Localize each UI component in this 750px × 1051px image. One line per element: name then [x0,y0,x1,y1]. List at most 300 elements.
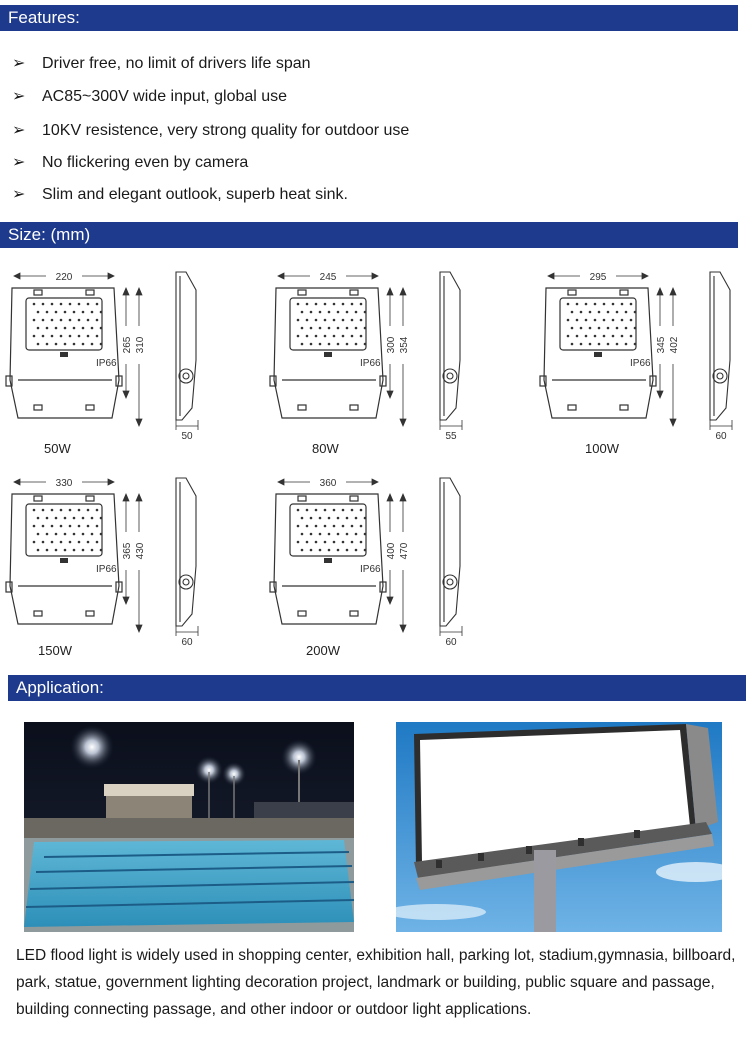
led-dot [589,311,592,314]
height-value: 400 [386,542,397,560]
led-dot [301,343,304,346]
led-dot [355,343,358,346]
led-dot [87,303,90,306]
led-dot [37,327,40,330]
led-dot [55,517,58,520]
arrowhead-icon [108,479,114,485]
height-dimension [387,288,406,426]
led-dot [51,541,54,544]
bracket-pivot-icon [183,579,189,585]
arrowhead-icon [400,288,406,295]
side-profile [710,272,730,420]
width-value: 220 [55,272,73,283]
dimension-drawing [4,474,244,648]
led-dot [100,311,103,314]
led-dot [51,303,54,306]
led-dot [319,517,322,520]
led-dot [96,303,99,306]
led-dot [91,533,94,536]
arrowhead-icon [123,288,129,295]
depth-dimension [710,420,732,430]
led-dot [69,303,72,306]
led-dot [337,327,340,330]
arrowhead-icon [136,625,142,632]
led-dot [351,541,354,544]
led-dot [315,335,318,338]
clip-icon [350,496,358,501]
lens-center-icon [324,558,332,563]
led-dot [342,541,345,544]
height-value: 430 [135,542,146,560]
led-dot [364,517,367,520]
led-dot [333,319,336,322]
led-dot [360,541,363,544]
led-dot [567,319,570,322]
led-dot [607,343,610,346]
led-dot [576,303,579,306]
led-dot [567,335,570,338]
led-dot [306,303,309,306]
led-dot [603,303,606,306]
led-dot [42,303,45,306]
clip-icon [298,611,306,616]
clip-icon [298,496,306,501]
bracket-pivot-icon [447,373,453,379]
led-dot [364,343,367,346]
feature-text: AC85~300V wide input, global use [42,88,288,105]
bracket-pivot-icon [717,373,723,379]
led-dot [351,525,354,528]
led-dot [33,335,36,338]
led-dot [594,335,597,338]
led-dot [603,335,606,338]
arrow-bullet-icon: ➢ [12,88,26,105]
arrowhead-icon [400,625,406,632]
arrowhead-icon [657,391,663,398]
led-dot [33,319,36,322]
led-dot [96,335,99,338]
arrowhead-icon [136,494,142,501]
led-dot [616,311,619,314]
arrowhead-icon [136,419,142,426]
height-value: 345 [656,336,667,354]
dimension-drawing [268,474,508,648]
led-dot [360,509,363,512]
led-dot [346,343,349,346]
feature-item [12,184,348,204]
lens-center-icon [594,352,602,357]
led-dot [51,509,54,512]
led-dot [634,327,637,330]
led-dot [82,311,85,314]
side-profile [176,272,196,420]
height-value: 402 [669,336,680,354]
led-dot [360,303,363,306]
led-dot [51,319,54,322]
watt-label: 50W [44,441,71,456]
led-dot [82,343,85,346]
led-dot [91,311,94,314]
led-dot [580,311,583,314]
depth-dimension [176,420,198,430]
led-dot [73,517,76,520]
led-dot [60,525,63,528]
side-profile [440,478,460,626]
led-dot [324,319,327,322]
bracket-pivot-icon [183,373,189,379]
led-dot [64,533,67,536]
led-dot [78,509,81,512]
led-dot [91,549,94,552]
lens-center-icon [60,558,68,563]
led-dot [337,517,340,520]
feature-text: 10KV resistence, very strong quality for outdoor use [42,122,410,139]
led-dot [100,327,103,330]
bracket-pivot-icon [179,575,193,589]
led-dot [42,509,45,512]
led-dot [60,335,63,338]
arrowhead-icon [548,273,554,279]
clip-icon [620,290,628,295]
height-dimension [657,288,676,426]
led-dot [33,525,36,528]
led-dot [301,311,304,314]
clip-icon [34,611,42,616]
led-dot [612,319,615,322]
led-dot [310,311,313,314]
led-dot [333,335,336,338]
arrowhead-icon [123,391,129,398]
led-dot [585,319,588,322]
led-dot [612,303,615,306]
led-dot [42,319,45,322]
led-dot [634,343,637,346]
led-dot [364,327,367,330]
led-dot [621,319,624,322]
led-dot [60,303,63,306]
side-view [176,272,196,420]
led-dot [328,327,331,330]
led-dot [328,517,331,520]
arrow-bullet-icon: ➢ [12,154,26,171]
feature-item [12,86,287,106]
width-value: 330 [55,478,73,489]
led-dot [342,319,345,322]
clip-icon [350,290,358,295]
led-dot [594,303,597,306]
dimension-drawing [268,268,508,442]
led-dot [310,327,313,330]
side-view [440,478,460,626]
led-dot [342,303,345,306]
led-dot [82,533,85,536]
led-dot [82,549,85,552]
led-dot [297,509,300,512]
arrowhead-icon [123,494,129,501]
led-dot [60,509,63,512]
led-dot [634,311,637,314]
led-grid [33,303,103,346]
depth-dimension [176,626,198,636]
led-dot [351,303,354,306]
led-dot [297,335,300,338]
led-dot [355,517,358,520]
led-grid [567,303,637,346]
arrowhead-icon [278,273,284,279]
arrowhead-icon [642,273,648,279]
led-dot [306,541,309,544]
led-dot [598,343,601,346]
led-dot [364,533,367,536]
led-dot [342,525,345,528]
led-dot [46,517,49,520]
side-view [176,478,196,626]
led-dot [319,343,322,346]
arrowhead-icon [670,288,676,295]
led-dot [96,509,99,512]
led-dot [607,311,610,314]
arrowhead-icon [387,597,393,604]
led-dot [360,335,363,338]
led-dot [319,533,322,536]
led-dot [324,335,327,338]
led-dot [346,517,349,520]
led-panel [560,298,636,350]
led-dot [315,525,318,528]
led-dot [301,549,304,552]
led-dot [64,327,67,330]
height-value: 310 [135,336,146,354]
led-dot [297,319,300,322]
led-dot [100,517,103,520]
led-dot [630,303,633,306]
led-dot [55,311,58,314]
feature-item [12,120,409,140]
led-dot [37,311,40,314]
led-dot [306,335,309,338]
lamp-drawing-50w [4,268,244,443]
bracket-pivot-icon [443,369,457,383]
led-dot [310,343,313,346]
watt-label: 150W [38,643,72,658]
arrowhead-icon [123,597,129,604]
led-dot [315,319,318,322]
led-dot [87,335,90,338]
led-dot [33,509,36,512]
led-dot [87,541,90,544]
led-dot [100,549,103,552]
led-dot [87,319,90,322]
height-value: 470 [399,542,410,560]
bracket-pivot-icon [713,369,727,383]
led-dot [73,327,76,330]
led-dot [337,533,340,536]
led-dot [328,533,331,536]
led-dot [355,327,358,330]
led-dot [46,533,49,536]
arrowhead-icon [387,494,393,501]
led-dot [603,319,606,322]
lens-center-icon [324,352,332,357]
arrowhead-icon [400,494,406,501]
led-dot [607,327,610,330]
led-dot [576,319,579,322]
led-dot [364,311,367,314]
led-dot [324,525,327,528]
watt-label: 100W [585,441,619,456]
clip-icon [34,290,42,295]
led-dot [594,319,597,322]
height-dimension [123,288,142,426]
led-dot [328,343,331,346]
bracket-pivot-icon [447,579,453,585]
arrowhead-icon [657,288,663,295]
arrowhead-icon [14,479,20,485]
led-dot [576,335,579,338]
led-dot [346,327,349,330]
dimension-drawing [4,268,244,442]
led-dot [46,327,49,330]
led-dot [64,549,67,552]
led-dot [319,327,322,330]
ip-rating: IP66 [360,358,381,369]
led-dot [87,509,90,512]
led-dot [580,327,583,330]
lens-center-icon [60,352,68,357]
lamp-drawing-80w [268,268,508,443]
led-dot [82,517,85,520]
clip-icon [568,290,576,295]
led-dot [571,311,574,314]
led-dot [37,517,40,520]
led-dot [46,549,49,552]
led-panel [26,298,102,350]
led-panel [290,298,366,350]
billboard-photo [396,722,722,932]
led-dot [328,311,331,314]
led-grid [33,509,103,552]
led-dot [621,335,624,338]
led-dot [51,335,54,338]
height-dimension [123,494,142,632]
led-dot [100,533,103,536]
clip-icon [568,405,576,410]
height-dimension [387,494,406,632]
led-dot [33,303,36,306]
height-value: 300 [386,336,397,354]
depth-value: 60 [445,637,457,648]
led-dot [630,335,633,338]
led-dot [306,319,309,322]
width-value: 360 [319,478,337,489]
application-header: Application: [8,675,746,701]
led-dot [342,509,345,512]
led-dot [100,343,103,346]
led-grid [297,509,367,552]
clip-icon [34,496,42,501]
led-dot [60,541,63,544]
led-dot [96,525,99,528]
led-dot [571,327,574,330]
led-dot [333,303,336,306]
dimension-drawing [538,268,750,442]
led-dot [324,509,327,512]
led-dot [346,311,349,314]
led-dot [64,343,67,346]
led-dot [78,525,81,528]
led-dot [91,343,94,346]
arrowhead-icon [108,273,114,279]
bracket-pivot-icon [179,369,193,383]
led-dot [342,335,345,338]
led-dot [297,303,300,306]
led-dot [73,549,76,552]
clip-icon [298,405,306,410]
led-dot [319,549,322,552]
led-dot [297,541,300,544]
led-dot [571,343,574,346]
side-view [440,272,460,420]
led-dot [37,533,40,536]
led-dot [69,525,72,528]
arrowhead-icon [400,419,406,426]
lamp-drawing-100w [538,268,750,443]
led-dot [78,541,81,544]
led-dot [324,303,327,306]
led-dot [37,343,40,346]
led-dot [78,335,81,338]
depth-value: 50 [181,431,193,442]
lamp-drawing-200w [268,474,508,649]
arrowhead-icon [372,479,378,485]
led-dot [55,327,58,330]
led-panel [290,504,366,556]
led-dot [616,327,619,330]
led-dot [73,311,76,314]
led-dot [64,311,67,314]
led-dot [589,327,592,330]
ip-rating: IP66 [96,358,117,369]
depth-dimension [440,420,462,430]
arrow-bullet-icon: ➢ [12,122,26,139]
clip-icon [86,290,94,295]
led-dot [337,343,340,346]
led-dot [360,319,363,322]
led-dot [585,335,588,338]
led-dot [621,303,624,306]
led-dot [306,509,309,512]
led-dot [301,517,304,520]
led-dot [69,319,72,322]
led-dot [73,533,76,536]
led-dot [55,549,58,552]
clip-icon [86,611,94,616]
arrowhead-icon [14,273,20,279]
side-view [710,272,730,420]
led-dot [301,533,304,536]
led-dot [78,319,81,322]
feature-text: Slim and elegant outlook, superb heat sink. [42,186,348,203]
application-description: LED flood light is widely used in shopping center, exhibition hall, parking lot, stadium,gymnasia, billboard, park, statue, government lighting decoration project, landmark or building, public square and passage, building connecting passage, and other indoor or outdoor light applications. [16,947,736,1018]
led-dot [69,541,72,544]
width-value: 245 [319,272,337,283]
led-dot [351,319,354,322]
arrowhead-icon [387,288,393,295]
arrowhead-icon [387,391,393,398]
led-dot [310,549,313,552]
feature-text: Driver free, no limit of drivers life span [42,55,311,72]
led-dot [96,541,99,544]
